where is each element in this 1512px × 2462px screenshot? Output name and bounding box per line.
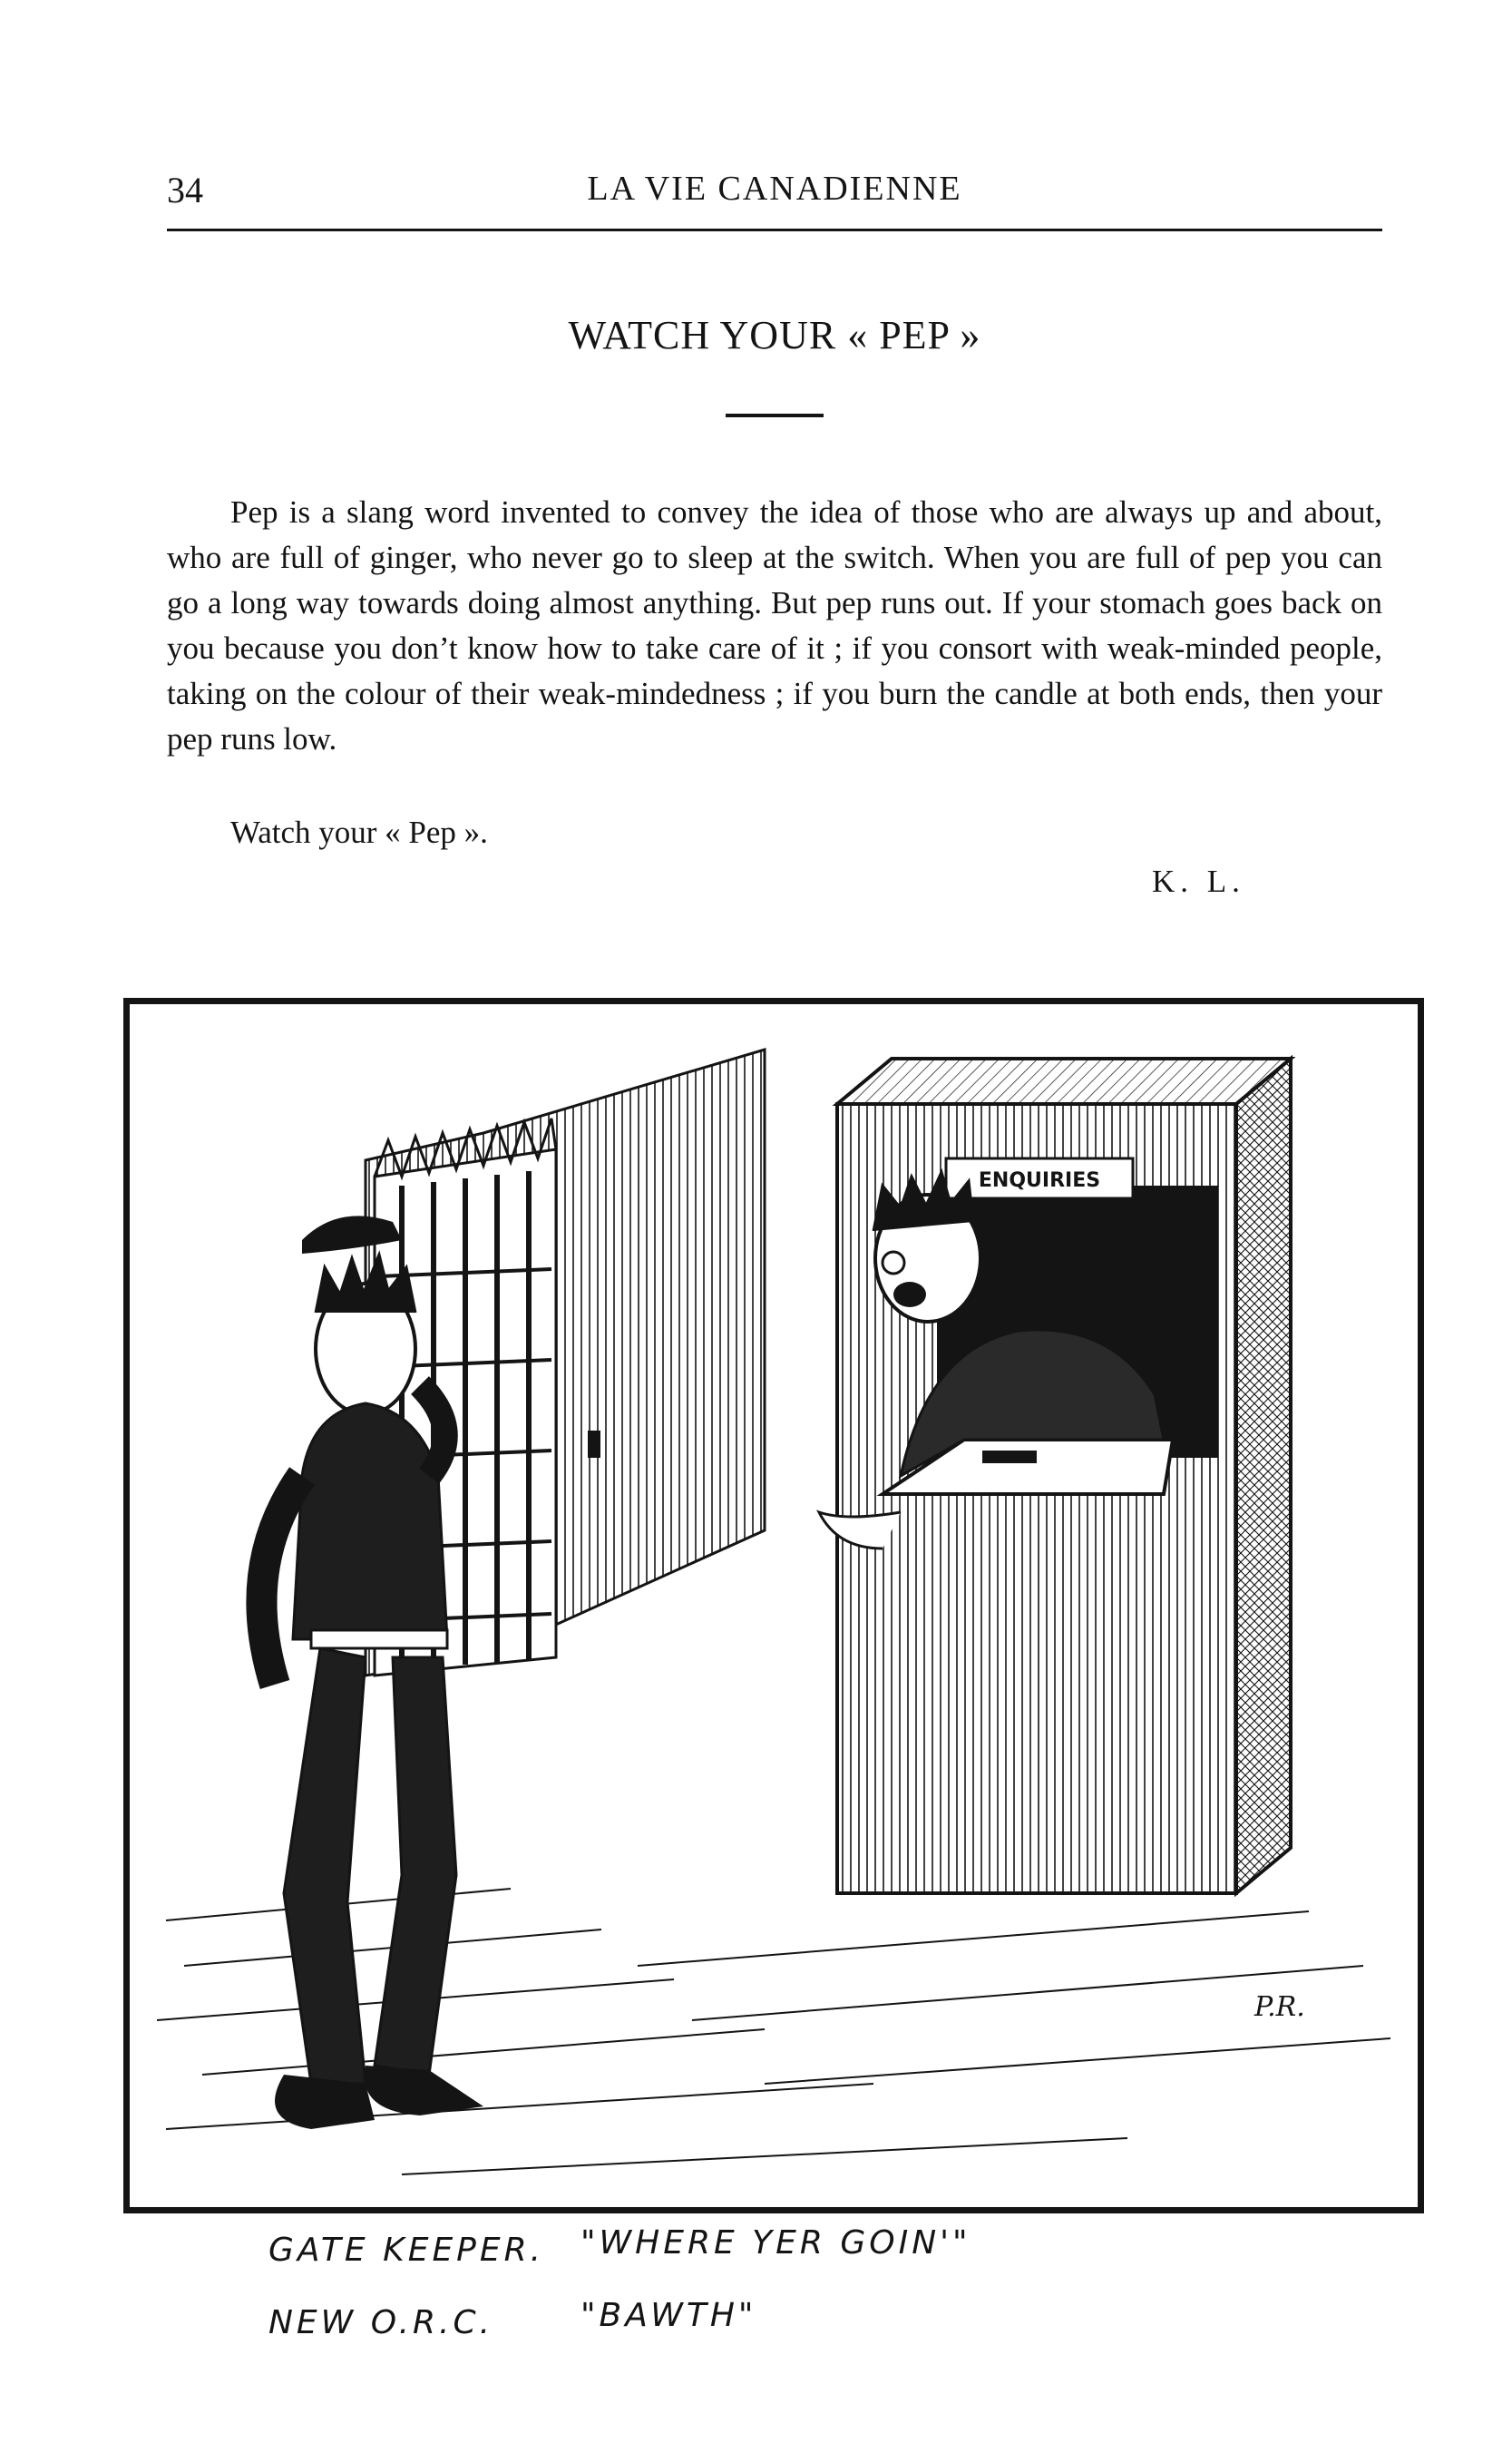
- enquiries-booth: [837, 1059, 1291, 1893]
- article-title: WATCH YOUR « PEP »: [568, 313, 981, 357]
- title-divider: [726, 414, 824, 417]
- caption-speaker-recruit: NEW O.R.C.: [268, 2304, 494, 2341]
- caption-speaker-gatekeeper: GATE KEEPER.: [268, 2232, 545, 2269]
- page-header: [167, 161, 1382, 216]
- caption-quote-recruit: "BAWTH": [580, 2297, 757, 2334]
- cartoon-drawing: [130, 1004, 1418, 2207]
- article-signoff: Watch your « Pep ».: [230, 815, 488, 850]
- caption-quote-gatekeeper: "WHERE YER GOIN'": [580, 2224, 971, 2262]
- cartoon-illustration: [123, 998, 1424, 2213]
- booth-sign: ENQUIRIES: [978, 1169, 1101, 1192]
- artist-monogram: P.R.: [1254, 1991, 1305, 2023]
- page-number: 34: [167, 170, 203, 210]
- article-author: K. L.: [1152, 864, 1245, 899]
- running-title: LA VIE CANADIENNE: [587, 170, 962, 208]
- header-rule: [167, 229, 1382, 231]
- article-paragraph: Pep is a slang word invented to convey the idea of those who are always up and about, who are full of ginger, who never go to sleep at the switch. When you are full of pep you can go a long way towards doing almost anything. But pep runs out. If your stomach goes back on you because you don’t know how to take care of it ; if you consort with weak-minded people, taking on the colour of their weak-mindedness ; if you burn the candle at both ends, then your pep runs low.: [167, 494, 1382, 757]
